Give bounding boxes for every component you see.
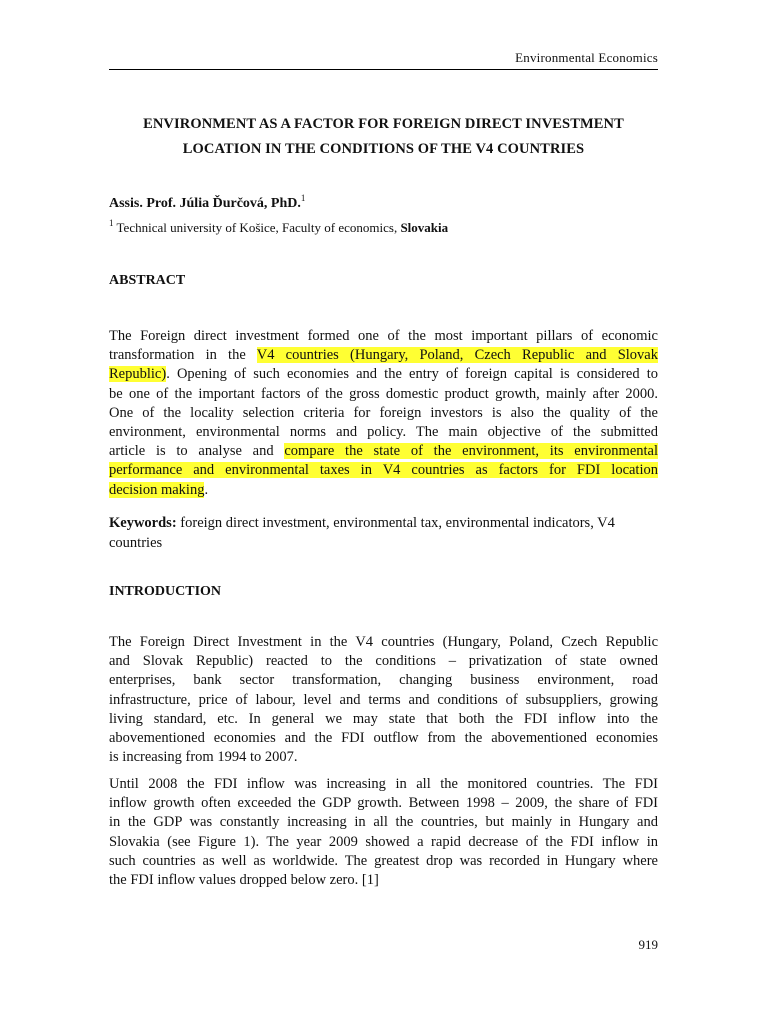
page-number: 919 (638, 937, 658, 952)
affiliation (109, 218, 448, 236)
intro-line: inflow growth often exceeded the GDP growth. Between 1998 – 2009, the share of FDI (109, 795, 658, 812)
highlight: V4 countries (Hungary, Poland, Czech Republic and Slovak (256, 347, 658, 364)
abstract-line: One of the locality selection criteria for foreign investors is also the quality of the (109, 404, 658, 421)
keywords (109, 514, 658, 553)
highlight: compare the state of the environment, its environmental (284, 443, 659, 460)
paper-title (109, 112, 658, 162)
intro-line: abovementioned economies and the FDI outflow from the abovementioned economies (109, 729, 658, 746)
intro-line: The Foreign Direct Investment in the V4 countries (Hungary, Poland, Czech Republic (109, 634, 658, 650)
title-line-1: ENVIRONMENT AS A FACTOR FOR FOREIGN DIRECT INVESTMENT (143, 116, 624, 132)
highlight: performance and environmental taxes in V4 countries as factors for FDI location (109, 462, 658, 479)
intro-line: the FDI inflow values dropped below zero. [1] (109, 871, 379, 888)
intro-line: infrastructure, price of labour, level and terms and conditions of subsuppliers, growing (109, 691, 658, 708)
intro-paragraph-1 (109, 633, 658, 767)
intro-line: Until 2008 the FDI inflow was increasing in all the monitored countries. The FDI (109, 776, 658, 792)
intro-line: such countries as well as worldwide. The greatest drop was recorded in Hungary where (109, 852, 658, 869)
author-name: Assis. Prof. Júlia Ďurčová, PhD. (109, 196, 301, 211)
title-line-2: LOCATION IN THE CONDITIONS OF THE V4 COUNTRIES (182, 141, 585, 157)
intro-line: enterprises, bank sector transformation, changing business environment, road (109, 672, 658, 689)
abstract-line: environment, environmental norms and policy. The main objective of the submitted (109, 423, 658, 440)
intro-line: living standard, etc. In general we may state that both the FDI inflow into the (109, 710, 658, 727)
abstract-line: article is to analyse and compare the state of the environment, its environmental (109, 443, 659, 460)
affil-country: Slovakia (400, 220, 449, 235)
abstract-body (109, 327, 658, 500)
author-affil-marker: 1 (300, 193, 306, 203)
intro-line: in the GDP was constantly increasing in all the countries, but mainly in Hungary and (109, 814, 658, 831)
abstract-line: Republic). Opening of such economies and the entry of foreign capital is considered to (109, 366, 658, 383)
intro-line: is increasing from 1994 to 2007. (109, 749, 298, 766)
intro-line: and Slovak Republic) reacted to the conditions – privatization of state owned (109, 653, 658, 670)
abstract-heading: ABSTRACT (109, 273, 186, 288)
abstract-line: The Foreign direct investment formed one of the most important pillars of economic (109, 328, 658, 344)
affil-text: Technical university of Košice, Faculty of economics, (116, 220, 398, 235)
affil-marker: 1 (109, 218, 114, 228)
introduction-heading: INTRODUCTION (109, 584, 222, 599)
abstract-line (109, 461, 658, 480)
author-line (109, 193, 305, 212)
highlight: Republic) (109, 366, 167, 383)
highlight: decision making (109, 481, 205, 498)
abstract-line: be one of the important factors of the gross domestic product growth, mainly after 2000. (109, 385, 658, 402)
keywords-text: foreign direct investment, environmental tax, environmental indicators, V4 countries (109, 515, 615, 551)
keywords-label: Keywords: (109, 515, 177, 531)
abstract-line: transformation in the V4 countries (Hungary, Poland, Czech Republic and Slovak (109, 347, 658, 364)
intro-line: Slovakia (see Figure 1). The year 2009 showed a rapid decrease of the FDI inflow in (109, 833, 658, 850)
intro-paragraph-2 (109, 775, 658, 890)
running-title: Environmental Economics (515, 50, 658, 65)
header-rule (109, 69, 658, 70)
abstract-line: decision making. (109, 481, 209, 498)
